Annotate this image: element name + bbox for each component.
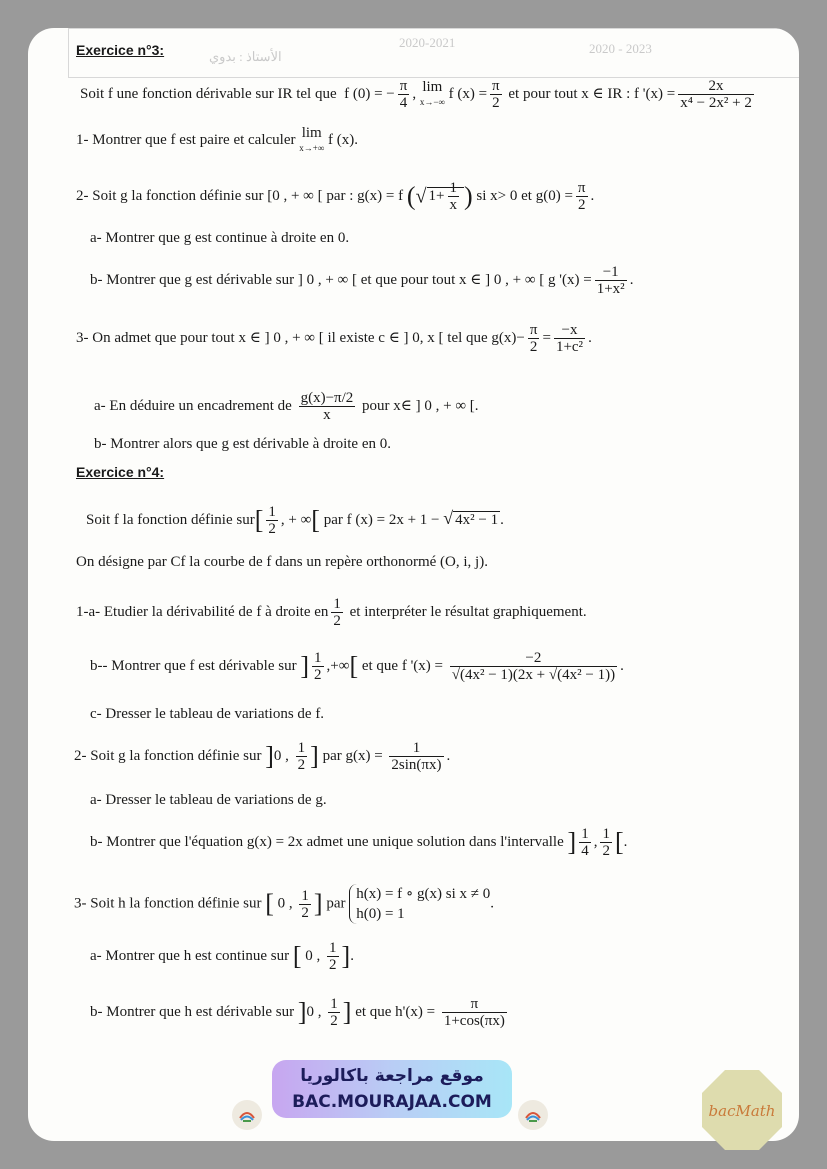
ex4-question-3: 3- Soit h la fonction définie sur [ 0 , $\frac{1}{2}$ ] par h(x) = f ∘ g(x) si x ≠ 0 h(0) = 1. (74, 886, 494, 922)
ex4-question-1b: b-- Montrer que f est dérivable sur ] $\frac{1}{2}$ ,+∞[ et que f '(x) = $\frac{-2}{\text{√(4x² − 1)(2x + √(4x² − 1))}}$ . (90, 650, 624, 683)
ex3-question-1: 1- Montrer que f est paire et calculer lim x→+∞ f (x). (76, 125, 358, 153)
site-banner[interactable] (272, 1060, 512, 1118)
ex4-question-2a: a- Dresser le tableau de variations de g. (90, 792, 327, 808)
ex3-question-2: 2- Soit g la fonction définie sur [0 , + ∞ [ par : g(x) = f (√ 1+ $\frac{1}{x}$ ) si x> 0 et g(0) = $\frac{\pi}{2}$ . (76, 180, 595, 213)
ex3-question-2a: a- Montrer que g est continue à droite en 0. (90, 230, 350, 246)
banner-url[interactable]: BAC.MOURAJAA.COM (292, 1092, 492, 1112)
svg-text:bacMath: bacMath (708, 1102, 776, 1120)
bleed-through-header: 2020 - 2023 2020-2021 الأستاذ : بدوي (68, 28, 799, 78)
ex4-question-2b: b- Montrer que l'équation g(x) = 2x admet une unique solution dans l'intervalle ] $\frac{1}{4}$ , $\frac{1}{2}$ [. (90, 826, 628, 859)
ex4-question-2: 2- Soit g la fonction définie sur ]0 , $\frac{1}{2}$ ] par g(x) = $\frac{1}{2\sin(\pi x)}$ . (74, 740, 451, 773)
ex4-question-1c: c- Dresser le tableau de variations de f. (90, 706, 325, 722)
ex4-question-1a: 1-a- Etudier la dérivabilité de f à droite en $\frac{1}{2}$ et interpréter le résultat graphiquement. (76, 596, 587, 629)
exam-sheet (28, 28, 799, 1141)
exercise-4-title: Exercice n°4: (76, 464, 165, 480)
exercise-3-title: Exercice n°3: (76, 42, 165, 58)
ex3-question-3b: b- Montrer alors que g est dérivable à droite en 0. (94, 436, 391, 452)
ex3-question-3a: a- En déduire un encadrement de $\frac{g(x)-\pi/2}{x}$ pour x∈ ] 0 , + ∞ [. (94, 390, 479, 423)
ex3-question-2b: b- Montrer que g est dérivable sur ] 0 , + ∞ [ et que pour tout x ∈ ] 0 , + ∞ [ g '(x) = $\frac{-1}{\text{1+x²}}$ . (90, 264, 634, 297)
ex3-intro: Soit f une fonction dérivable sur IR tel que f (0) = − $\frac{\pi}{4}$ , lim x→−∞ f (x) = $\frac{\pi}{2}$ et pour tout x ∈ IR : f '(x) = $\frac{2x}{\text{x⁴ − 2x² + 2}}$ (80, 78, 752, 111)
banner-arabic-text: موقع مراجعة باكالوريا (300, 1066, 484, 1086)
site-logo-right-icon (518, 1100, 548, 1130)
ex4-question-3a: a- Montrer que h est continue sur [ 0 , $\frac{1}{2}$ ]. (90, 940, 354, 973)
ex4-question-3b: b- Montrer que h est dérivable sur ]0 , $\frac{1}{2}$ ] et que h'(x) = $\frac{\pi}{1+\cos(\pi x)}$ (90, 996, 505, 1029)
ex3-question-3: 3- On admet que pour tout x ∈ ] 0 , + ∞ [ il existe c ∈ ] 0, x [ tel que g(x)− $\frac{\pi}{2}$ = $\frac{-x}{\text{1+c²}}$ . (76, 322, 592, 355)
bacmath-badge-icon (700, 1068, 784, 1152)
ex4-courbe: On désigne par Cf la courbe de f dans un repère orthonormé (O, i, j). (76, 554, 488, 570)
site-logo-left-icon (232, 1100, 262, 1130)
ex4-intro: Soit f la fonction définie sur[ $\frac{1}{2}$ , + ∞[ par f (x) = 2x + 1 − √ 4x² − 1 . (86, 504, 504, 537)
